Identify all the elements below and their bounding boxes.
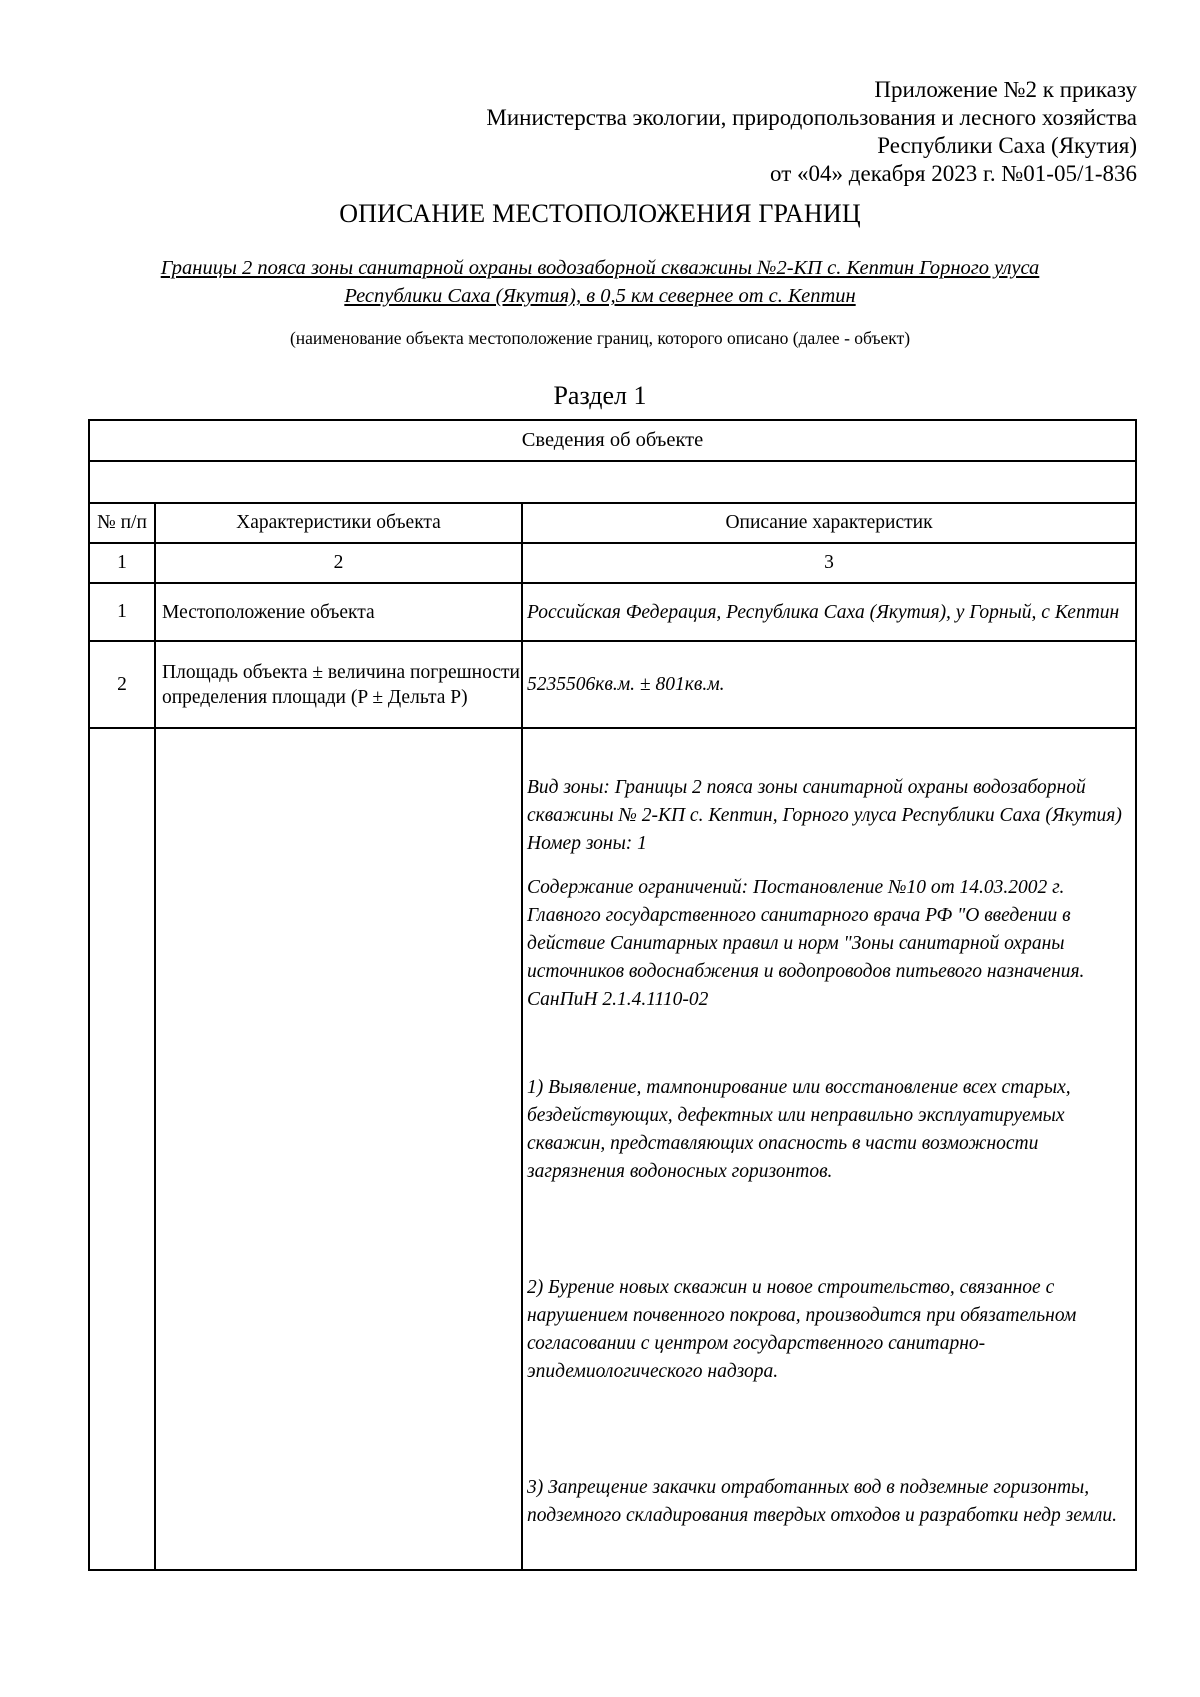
header-line-3: Республики Саха (Якутия)	[877, 133, 1137, 158]
row-characteristic: Местоположение объекта	[155, 583, 522, 641]
empty-cell	[89, 461, 1136, 503]
table-row	[89, 583, 1136, 641]
object-name-caption: (наименование объекта местоположение границ, которого описано (далее - объект)	[289, 328, 911, 348]
zone-number: Номер зоны: 1	[527, 833, 647, 854]
row-characteristic: Площадь объекта ± величина погрешности определения площади (P ± Дельта P)	[155, 641, 522, 728]
header-description: Описание характеристик	[522, 503, 1136, 543]
table-title: Сведения об объекте	[89, 420, 1136, 461]
object-info-table	[88, 419, 1137, 1571]
column-number-3: 3	[522, 543, 1136, 583]
row-description: 5235506кв.м. ± 801кв.м.	[522, 641, 1136, 728]
header-characteristic: Характеристики объекта	[155, 503, 522, 543]
zone-item-3: 3) Запрещение закачки отработанных вод в подземные горизонты, подземного складирования твердых отходов и разработки недр земли.	[527, 1477, 1117, 1526]
column-number-2: 2	[155, 543, 522, 583]
header-line-4: от «04» декабря 2023 г. №01-05/1-836	[770, 161, 1137, 186]
object-name	[100, 254, 1100, 310]
row-num: 1	[89, 583, 155, 641]
row-num: 2	[89, 641, 155, 728]
header-line-1: Приложение №2 к приказу	[874, 77, 1137, 102]
object-name-line-1: Границы 2 пояса зоны санитарной охраны водозаборной скважины №2-КП с. Кептин Горного улуса	[160, 257, 1040, 279]
zone-row	[89, 728, 1136, 1570]
zone-item-2: 2) Бурение новых скважин и новое строительство, связанное с нарушением почвенного покрова, производится при обязательном согласовании с центром государственного санитарно-эпидемиологического надзора.	[527, 1277, 1077, 1382]
table-title-row	[89, 420, 1136, 461]
object-name-line-2: Республики Саха (Якутия), в 0,5 км севернее от с. Кептин	[344, 285, 856, 307]
table-header-row	[89, 503, 1136, 543]
column-number-1: 1	[89, 543, 155, 583]
column-numbers-row	[89, 543, 1136, 583]
header-line-2: Министерства экологии, природопользования и лесного хозяйства	[486, 105, 1137, 130]
table-row	[89, 641, 1136, 728]
zone-num-cell	[89, 728, 155, 1570]
table-empty-row	[89, 461, 1136, 503]
zone-item-1: 1) Выявление, тампонирование или восстановление всех старых, бездействующих, дефектных или неправильно эксплуатируемых скважин, представляющих опасность в части возможности загрязнения водоносных горизонтов.	[527, 1077, 1071, 1182]
row-description: Российская Федерация, Республика Саха (Якутия), у Горный, с Кептин	[522, 583, 1136, 641]
section-title: Раздел 1	[553, 381, 647, 410]
zone-description-cell	[522, 728, 1136, 1570]
order-appendix-header	[486, 76, 1137, 188]
zone-characteristic-cell	[155, 728, 522, 1570]
document-title: ОПИСАНИЕ МЕСТОПОЛОЖЕНИЯ ГРАНИЦ	[339, 199, 861, 228]
zone-type: Вид зоны: Границы 2 пояса зоны санитарной охраны водозаборной скважины № 2-КП с. Кептин, Горного улуса Республики Саха (Якутия)	[527, 777, 1122, 826]
zone-restrictions: Содержание ограничений: Постановление №10 от 14.03.2002 г. Главного государственного санитарного врача РФ "О введении в действие Санитарных правил и норм "Зоны санитарной охраны источников водоснабжения и водопроводов питьевого назначения. СанПиН 2.1.4.1110-02	[527, 877, 1085, 1010]
header-num: № п/п	[89, 503, 155, 543]
